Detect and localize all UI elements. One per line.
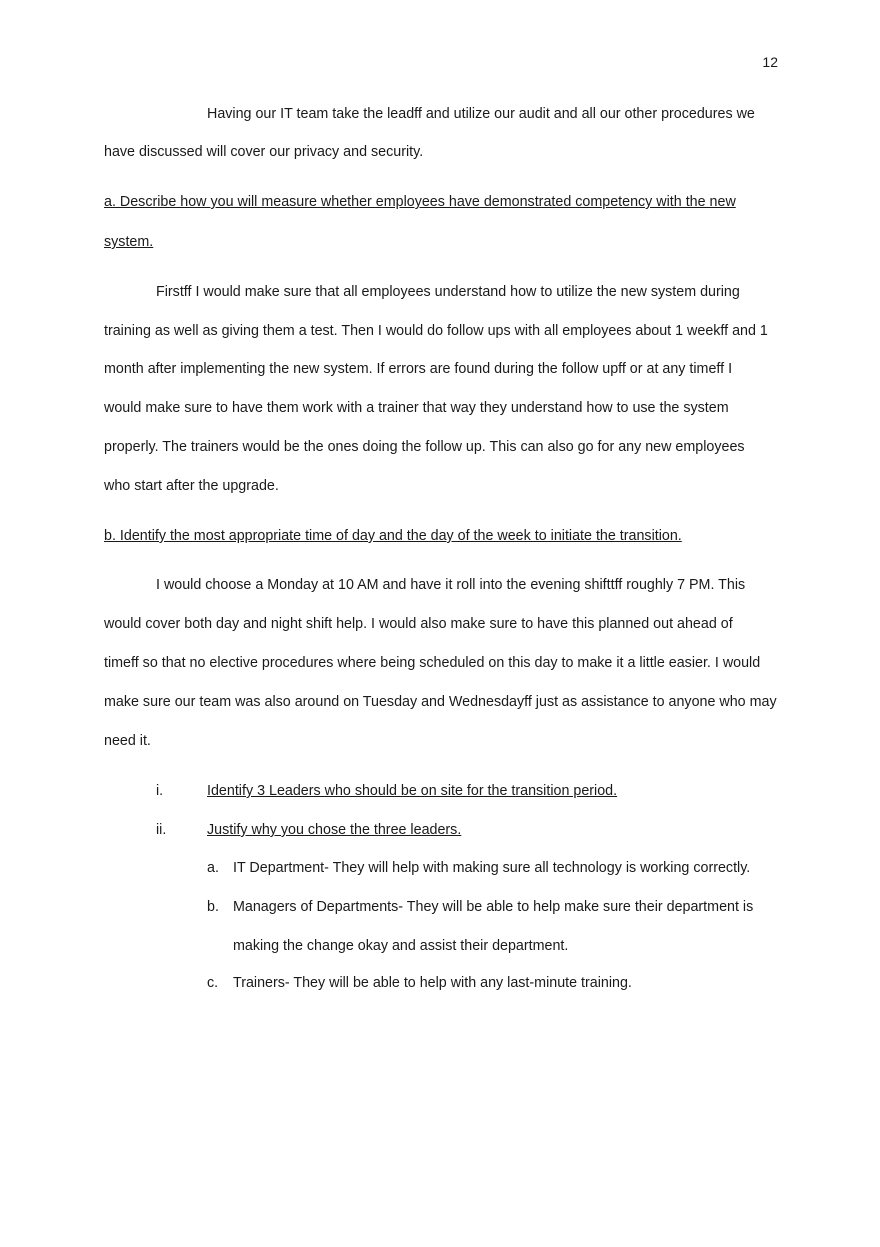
intro-line-1: Having our IT team take the leadff and utilize our audit and all our other procedures we — [207, 106, 755, 122]
leader-b-number: b. — [207, 899, 219, 915]
section-a-heading-line-2: system. — [104, 234, 154, 250]
section-b-body-line-3: timeff so that no elective procedures where being scheduled on this day to make it a little easier. I would — [104, 655, 761, 671]
roman-item-1-text: Identify 3 Leaders who should be on site for the transition period. — [207, 783, 618, 799]
section-a-heading-line-1: a. Describe how you will measure whether employees have demonstrated competency with the new — [104, 194, 736, 210]
roman-item-2-number: ii. — [156, 822, 167, 838]
section-b-body-line-5: need it. — [104, 733, 151, 749]
leader-c-text: Trainers- They will be able to help with any last-minute training. — [233, 975, 632, 991]
section-a-body-line-4: would make sure to have them work with a trainer that way they understand how to use the system — [104, 400, 729, 416]
section-a-body-line-5: properly. The trainers would be the ones doing the follow up. This can also go for any new employees — [104, 439, 745, 455]
section-a-body-line-1: Firstff I would make sure that all employees understand how to utilize the new system during — [156, 284, 740, 300]
section-a-body-line-2: training as well as giving them a test. Then I would do follow ups with all employees about 1 weekff and 1 — [104, 323, 768, 339]
section-a-body-line-3: month after implementing the new system. If errors are found during the follow upff or at any timeff I — [104, 361, 733, 377]
intro-line-2: have discussed will cover our privacy and security. — [104, 144, 424, 160]
leader-a-text: IT Department- They will help with making sure all technology is working correctly. — [233, 860, 751, 876]
section-a-body-line-6: who start after the upgrade. — [104, 478, 279, 494]
page-number: 12 — [762, 54, 778, 70]
leader-b-text-line-2: making the change okay and assist their department. — [233, 938, 569, 954]
section-b-body-line-4: make sure our team was also around on Tuesday and Wednesdayff just as assistance to anyone who may — [104, 694, 777, 710]
leader-b-text-line-1: Managers of Departments- They will be able to help make sure their department is — [233, 899, 754, 915]
roman-item-2-text: Justify why you chose the three leaders. — [207, 822, 462, 838]
roman-item-1-number: i. — [156, 783, 164, 799]
section-b-body-line-1: I would choose a Monday at 10 AM and have it roll into the evening shifttff roughly 7 PM. This — [156, 577, 746, 593]
leader-c-number: c. — [207, 975, 219, 991]
section-b-heading: b. Identify the most appropriate time of day and the day of the week to initiate the transition. — [104, 528, 682, 544]
section-b-body-line-2: would cover both day and night shift help. I would also make sure to have this planned out ahead of — [104, 616, 733, 632]
leader-a-number: a. — [207, 860, 219, 876]
